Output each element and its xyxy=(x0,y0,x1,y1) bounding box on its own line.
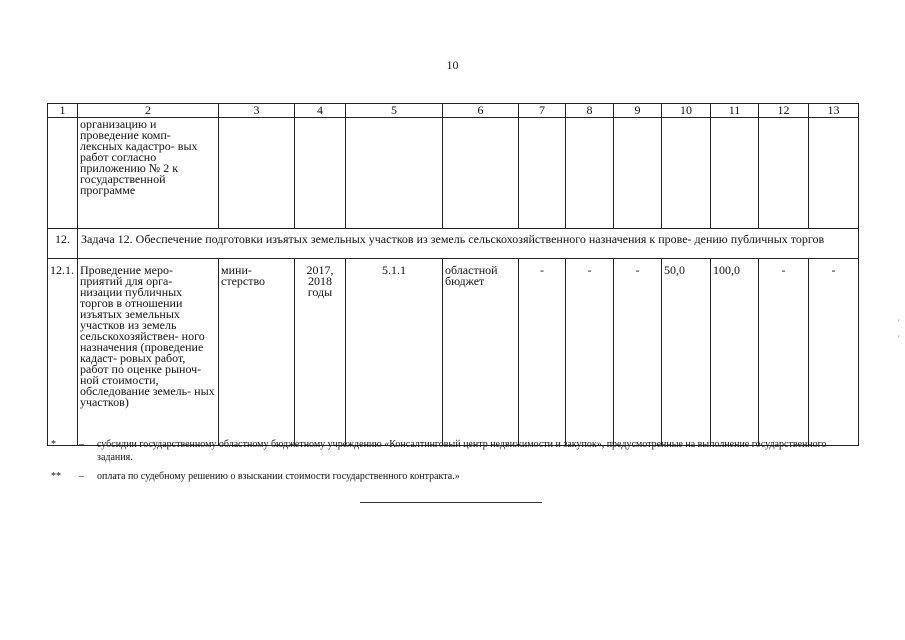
column-number-row xyxy=(48,104,859,118)
column-number: 4 xyxy=(295,104,346,118)
footnote-dash: – xyxy=(79,439,84,450)
table-cell xyxy=(346,118,443,229)
column-number: 10 xyxy=(662,104,711,118)
column-number: 7 xyxy=(519,104,566,118)
margin-mark: ' xyxy=(898,318,900,328)
table-row xyxy=(48,118,859,229)
funding-value: 100,0 xyxy=(711,259,759,446)
funding-value: - xyxy=(519,259,566,446)
footnote xyxy=(47,470,858,483)
funding-source: областной бюджет xyxy=(443,259,519,446)
column-number: 11 xyxy=(711,104,759,118)
footnote-mark: * xyxy=(51,439,56,450)
table-row xyxy=(48,259,859,446)
indicator: 5.1.1 xyxy=(346,259,443,446)
event-description: Проведение меро- приятий для орга- низации публичных торгов в отношении изъятых земельных участков из земель сельскохозяйствен- ного назначения (проведение кадаст- ровых работ, работ по оценке рыноч- ной стоимости, обследование земель- ных участков) xyxy=(78,259,219,446)
margin-mark: ' xyxy=(898,334,900,344)
page-number: 10 xyxy=(446,58,459,72)
footnotes xyxy=(47,438,858,489)
task-number: 12. xyxy=(48,229,78,259)
row-number-cell xyxy=(48,118,78,229)
column-number: 6 xyxy=(443,104,519,118)
task-row xyxy=(48,229,859,259)
table-cell xyxy=(295,118,346,229)
funding-value: - xyxy=(759,259,809,446)
table-cell xyxy=(759,118,809,229)
table-cell xyxy=(809,118,859,229)
funding-value: 50,0 xyxy=(662,259,711,446)
table-cell xyxy=(614,118,662,229)
table-cell xyxy=(662,118,711,229)
footnote-text: оплата по судебному решению о взыскании стоимости государственного контракта.» xyxy=(97,471,460,482)
column-number: 8 xyxy=(566,104,614,118)
footnote xyxy=(47,438,858,464)
table-cell xyxy=(566,118,614,229)
item-number: 12.1. xyxy=(48,259,78,446)
column-number: 1 xyxy=(48,104,78,118)
column-number: 9 xyxy=(614,104,662,118)
column-number: 12 xyxy=(759,104,809,118)
executor: мини- стерство xyxy=(219,259,295,446)
program-table xyxy=(47,103,859,446)
footnote-text: субсидии государственному областному бюджетному учреждению «Консалтинговый центр недвижимости и закупок», предусмотренные на выполнение государственного задания. xyxy=(97,439,827,463)
period: 2017, 2018 годы xyxy=(295,259,346,446)
table-cell xyxy=(711,118,759,229)
column-number: 2 xyxy=(78,104,219,118)
table-cell xyxy=(443,118,519,229)
column-number: 13 xyxy=(809,104,859,118)
table-cell xyxy=(219,118,295,229)
column-number: 3 xyxy=(219,104,295,118)
event-description: организацию и проведение комп- лексных кадастро- вых работ согласно приложению № 2 к государственной программе xyxy=(78,118,219,229)
funding-value: - xyxy=(809,259,859,446)
table-cell xyxy=(519,118,566,229)
end-rule xyxy=(360,502,542,503)
footnote-mark: ** xyxy=(51,471,61,482)
column-number: 5 xyxy=(346,104,443,118)
task-title: Задача 12. Обеспечение подготовки изъятых земельных участков из земель сельскохозяйственного назначения к прове- дению публичных торгов xyxy=(78,229,859,259)
footnote-dash: – xyxy=(79,471,84,482)
funding-value: - xyxy=(614,259,662,446)
funding-value: - xyxy=(566,259,614,446)
